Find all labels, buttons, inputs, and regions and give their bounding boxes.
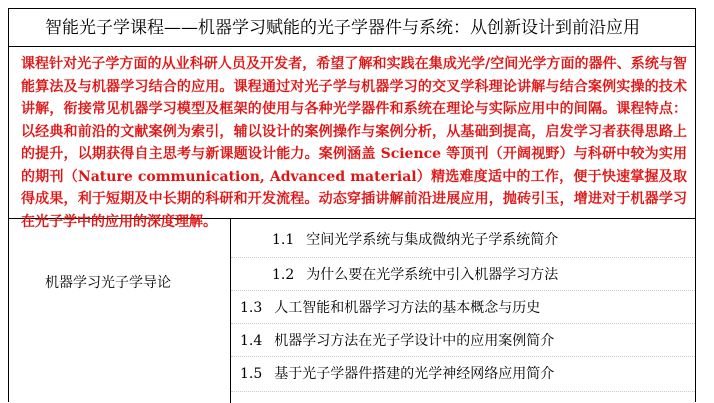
item-number: 1.1 [272,232,295,248]
chapter-title: 机器学习光子学导论 [9,219,231,403]
item-number: 1.3 [240,300,263,316]
item-text: 机器学习方法在光子学设计中的应用案例简介 [274,333,555,349]
row-divider [231,356,695,357]
row-divider [231,290,695,291]
row-divider [231,257,695,258]
course-document [8,8,696,402]
item-number: 1.5 [240,366,263,382]
course-intro: 课程针对光子学方面的从业科研人员及开发者，希望了解和实践在集成光学/空间光学方面的器件、系统与智能算法及与机器学习结合的应用。课程通过对光子学与机器学习的交叉学科理论讲解与结合案例实操的技术讲解，衔接常见机器学习模型及框架的使用与各种光学器件和系统在理论与实际应用中的间隔。课程特点：以经典和前沿的文献案例为索引，辅以设计的案例操作与案例分析，从基础到提高，启发学习者获得思路上的提升，以期获得自主思考与新课题设计能力。案例涵盖 Science 等顶刊（开阔视野）与科研中较为实用的期刊（Nature communication, Advanced material）精选难度适中的工作，便于快速掌握及取得成果，利于短期及中长期的科研和开发流程。动态穿插讲解前沿进展应用，抛砖引玉，增进对于机器学习在光子学中的应用的深度理解。 [9,47,695,219]
item-text: 为什么要在光学系统中引入机器学习方法 [306,267,559,283]
item-number: 1.4 [240,333,263,349]
chapter-item [231,292,695,324]
chapter-item [231,259,695,291]
chapter-item [231,358,695,390]
chapter-section [9,219,695,403]
chapter-items [231,219,695,403]
row-divider [231,323,695,324]
chapter-item [231,224,695,256]
row-divider [231,391,695,392]
item-number: 1.2 [272,267,295,283]
item-text: 人工智能和机器学习方法的基本概念与历史 [274,300,541,316]
chapter-item [231,325,695,357]
course-title: 智能光子学课程——机器学习赋能的光子学器件与系统：从创新设计到前沿应用 [9,9,695,47]
item-text: 空间光学系统与集成微纳光子学系统简介 [306,232,559,248]
item-text: 基于光子学器件搭建的光学神经网络应用简介 [274,366,555,382]
